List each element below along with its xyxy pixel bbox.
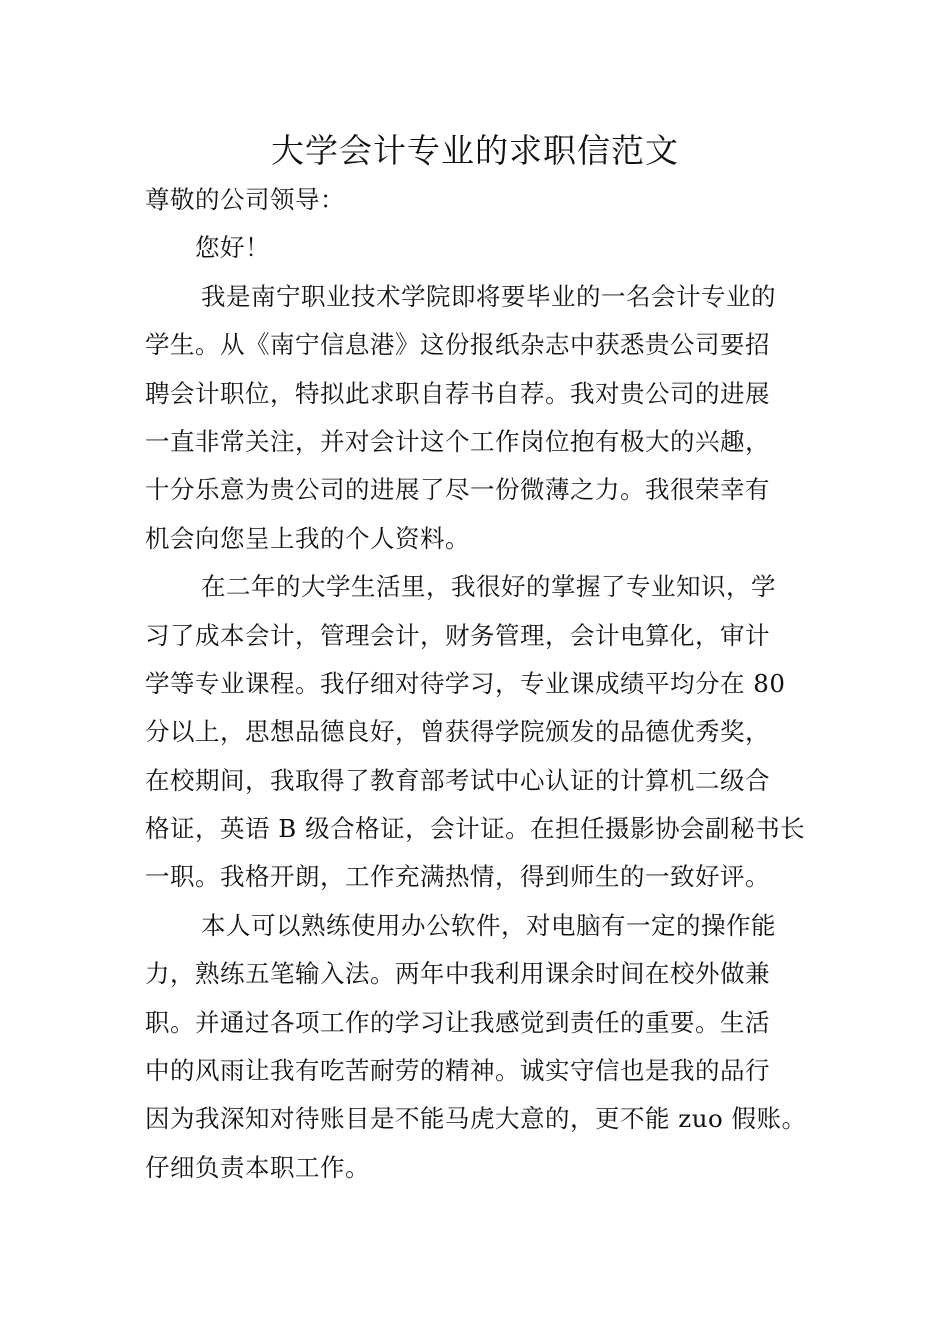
- document-title: 大学会计专业的求职信范文: [271, 131, 679, 170]
- paragraph-1-line: 机会向您呈上我的个人资料。: [145, 523, 470, 553]
- letter-body: [145, 176, 810, 1192]
- paragraph-2-line: 在校期间，我取得了教育部考试中心认证的计算机二级合: [145, 765, 770, 795]
- paragraph-1-line: 十分乐意为贵公司的进展了尽一份微薄之力。我很荣幸有: [145, 475, 770, 505]
- paragraph-3-line: 职。并通过各项工作的学习让我感觉到责任的重要。生活: [145, 1007, 770, 1037]
- paragraph-3-line: 中的风雨让我有吃苦耐劳的精神。诚实守信也是我的品行: [145, 1056, 770, 1086]
- greeting: 您好！: [195, 233, 270, 263]
- paragraph-2-line: 格证，英语 B 级合格证，会计证。在担任摄影协会副秘书长: [145, 814, 806, 844]
- paragraph-1-line: 聘会计职位，特拟此求职自荐书自荐。我对贵公司的进展: [145, 378, 770, 408]
- paragraph-3-line: 本人可以熟练使用办公软件，对电脑有一定的操作能: [201, 910, 776, 940]
- paragraph-2-line: 分以上，思想品德良好，曾获得学院颁发的品德优秀奖，: [145, 717, 770, 747]
- paragraph-1-line: 我是南宁职业技术学院即将要毕业的一名会计专业的: [201, 281, 776, 311]
- paragraph-2-line: 在二年的大学生活里，我很好的掌握了专业知识，学: [201, 572, 776, 602]
- paragraph-3-line: 因为我深知对待账目是不能马虎大意的，更不能 zuo 假账。: [145, 1104, 807, 1134]
- paragraph-2-line: 学等专业课程。我仔细对待学习，专业课成绩平均分在 80: [145, 668, 786, 698]
- paragraph-1-line: 学生。从《南宁信息港》这份报纸杂志中获悉贵公司要招: [145, 330, 770, 360]
- paragraph-3-line: 仔细负责本职工作。: [145, 1152, 370, 1182]
- paragraph-1-line: 一直非常关注，并对会计这个工作岗位抱有极大的兴趣，: [145, 426, 770, 456]
- paragraph-2-line: 一职。我格开朗，工作充满热情，得到师生的一致好评。: [145, 862, 770, 892]
- salutation: 尊敬的公司领导：: [145, 185, 345, 214]
- paragraph-3-line: 力，熟练五笔输入法。两年中我利用课余时间在校外做兼: [145, 959, 770, 989]
- paragraph-2-line: 习了成本会计，管理会计，财务管理，会计电算化，审计: [145, 620, 770, 650]
